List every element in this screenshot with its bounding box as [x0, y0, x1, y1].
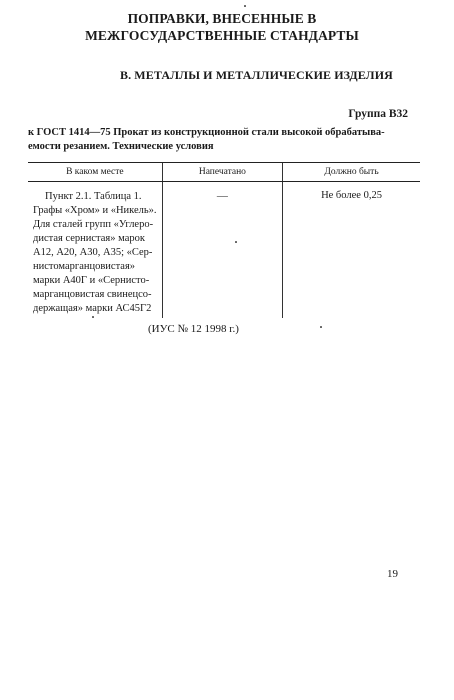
place-line: Для сталей групп «Углеро-: [33, 219, 154, 230]
header-printed: Напечатано: [162, 163, 282, 182]
page-title-line-2: МЕЖГОСУДАРСТВЕННЫЕ СТАНДАРТЫ: [85, 28, 359, 43]
standard-subject-line-1: к ГОСТ 1414—75 Прокат из конструкционной стали высокой обрабатыва-: [28, 127, 385, 138]
corrections-table: [28, 162, 420, 318]
place-line: А12, А20, А30, А35; «Сер-: [33, 247, 153, 258]
place-line: нистомарганцовистая»: [33, 261, 136, 272]
source-note: (ИУС № 12 1998 г.): [148, 323, 239, 335]
header-should-be: Должно быть: [283, 163, 420, 182]
cell-place: [28, 182, 162, 319]
place-line: марки А40Г и «Сернисто-: [33, 275, 150, 286]
page-number: 19: [387, 568, 398, 580]
should-be-text: Не более 0,25: [321, 190, 382, 201]
page-title-line-1: ПОПРАВКИ, ВНЕСЕННЫЕ В: [127, 11, 317, 26]
scan-speck: [320, 326, 322, 328]
section-title: В. МЕТАЛЛЫ И МЕТАЛЛИЧЕСКИЕ ИЗДЕЛИЯ: [120, 68, 393, 82]
place-line: держащая» марки АС45Г2: [33, 303, 152, 314]
header-place: В каком месте: [28, 163, 162, 182]
scan-speck: [235, 241, 237, 243]
standard-subject: [28, 126, 416, 154]
place-line: марганцовистая свинецсо-: [33, 289, 152, 300]
scan-speck: [92, 316, 94, 318]
printed-text: —: [216, 190, 228, 202]
cell-printed: [162, 182, 282, 319]
place-line: Пункт 2.1. Таблица 1.: [45, 191, 142, 202]
group-label: Группа В32: [348, 108, 408, 120]
scan-speck: [244, 5, 246, 7]
table-row: [28, 182, 420, 319]
cell-should-be: [283, 182, 420, 319]
place-line: дистая сернистая» марок: [33, 233, 145, 244]
place-line: Графы «Хром» и «Никель».: [33, 205, 157, 216]
standard-subject-line-2: емости резанием. Технические условия: [28, 141, 214, 152]
place-text: [33, 190, 157, 316]
page-title: [40, 10, 404, 44]
table-header-row: [28, 163, 420, 182]
